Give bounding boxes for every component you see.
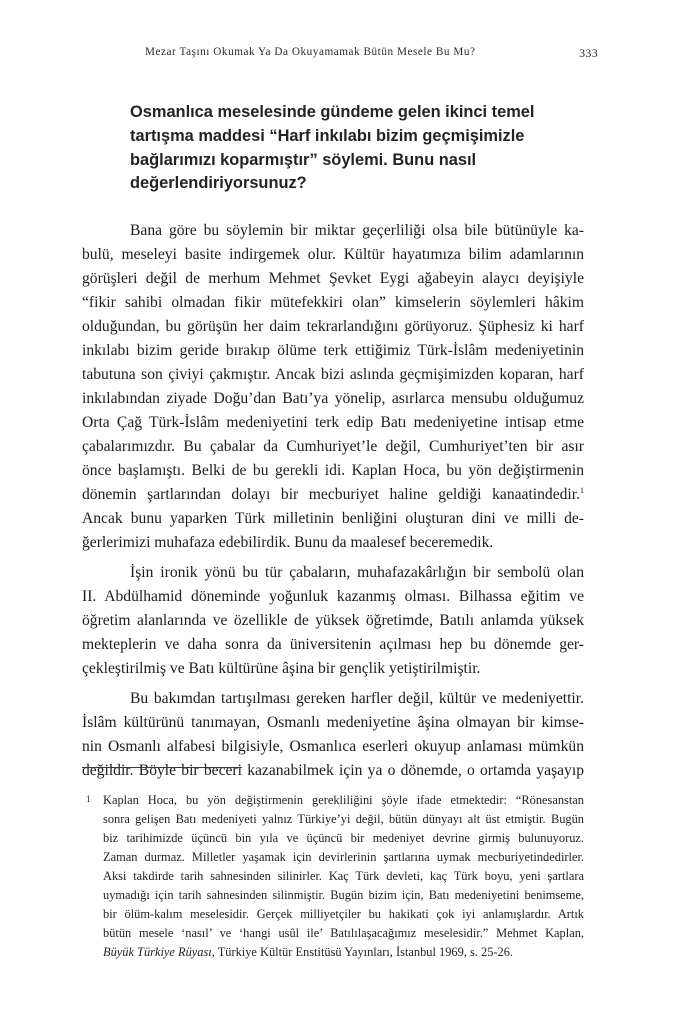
body-line: İslâm kültürünü tanımayan, Osmanlı medeniyetine âşina olmayan bir kimse- bbox=[82, 714, 584, 731]
body-line: olduğundan, bu görüşün her daim tekrarlandığını görüyoruz. Şüphesiz ki harf bbox=[82, 318, 584, 335]
body-line-with-note bbox=[82, 483, 584, 507]
citation-details: , Türkiye Kültür Enstitüsü Yayınları, İstanbul 1969, s. 25-26. bbox=[211, 945, 513, 959]
interview-question bbox=[130, 101, 550, 196]
body-line: Ancak bunu yaparken Türk milletinin benliğini oluşturan dini ve milli de- bbox=[82, 510, 584, 527]
footnote-line: bir ölüm-kalım meselesidir. Gerçek milliyetçiler bu hakikati çok iyi anlamışlardır. Artık bbox=[103, 907, 584, 921]
body-line: Orta Çağ Türk-İslâm medeniyetini terk edip Batı medeniyetine intisap etme bbox=[82, 414, 584, 431]
body-line: değildir. Böyle bir beceri kazanabilmek için ya o dönemde, o ortamda yaşayıp bbox=[82, 762, 584, 779]
running-title: Mezar Taşını Okumak Ya Da Okuyamamak Bütün Mesele Bu Mu? bbox=[145, 46, 476, 58]
body-line: öğretim alanlarında ve özellikle de yüksek öğretimde, Batılı anlamda yüksek bbox=[82, 612, 584, 629]
body-line: bulü, meseleyi basite indirgemek olur. Kültür hayatımıza bilim adamlarının bbox=[82, 246, 584, 263]
running-head bbox=[82, 46, 598, 64]
body-line: II. Abdülhamid döneminde yoğunluk kazanmış olması. Bilhassa eğitim ve bbox=[82, 588, 584, 605]
body-line: “fikir sahibi olmadan fikir mütefekkiri olan” kimselerin söylemleri hâkim bbox=[82, 294, 584, 311]
footnote-line: biz tarihimizde üçüncü bin yıla ve üçüncü bir medeniyet devrine girmiş bulunuyoruz. bbox=[103, 831, 584, 845]
body-line: İşin ironik yönü bu tür çabaların, muhafazakârlığın bir sembolü olan bbox=[130, 564, 584, 581]
question-line: tartışma maddesi “Harf inkılabı bizim geçmişimizle bbox=[130, 126, 525, 145]
question-line: bağlarımızı koparmıştır” söylemi. Bunu nasıl bbox=[130, 150, 477, 169]
footnote-line: uymadığı için tarih sahnesinden silinmiştir. Bugün bizim için, Batı medeniyetini benimseme, bbox=[103, 888, 584, 902]
footnote-marker: 1 bbox=[86, 794, 91, 804]
footnote-citation-line bbox=[103, 943, 584, 962]
footnote-divider bbox=[82, 767, 242, 768]
book-title: Büyük Türkiye Rüyası bbox=[103, 945, 212, 959]
question-line: değerlendiriyorsunuz? bbox=[130, 174, 307, 193]
footnote-line: sonra gelişen Batı medeniyeti yalnız Türkiye’yi değil, bütün dünyayı alt üst etmiştir. Bugün bbox=[103, 812, 584, 826]
footnote-line: bütün mesele ‘nasıl’ ve ‘hangi usûl ile’ Batılılaşacağımız meselesidir.” Mehmet Kaplan, bbox=[103, 926, 584, 940]
body-line: çabalarımızdır. Bu çabalar da Cumhuriyet’le değil, Cumhuriyet’ten bir asır bbox=[82, 438, 584, 455]
page-number: 333 bbox=[579, 46, 598, 60]
body-line: Bu bakımdan tartışılması gereken harfler değil, kültür ve medeniyettir. bbox=[130, 690, 584, 707]
body-line: tabutuna son çiviyi çakmıştır. Ancak bizi aslında geçmişimizden koparan, harf bbox=[82, 366, 584, 383]
body-line: inkılabı bizim geride bırakıp ölüme terk ettiğimiz Türk-İslâm medeniyetinin bbox=[82, 342, 584, 359]
body-line: ğerlerimizi muhafaza edebilirdik. Bunu da maalesef beceremedik. bbox=[82, 534, 494, 551]
footnote-line: Kaplan Hoca, bu yön değiştirmenin gerekliliğini şöyle ifade etmektedir: “Rönesanstan bbox=[103, 793, 584, 807]
body-line: mekteplerin ve daha sonra da üniversitenin açılması hep bu dönemde ger- bbox=[82, 636, 584, 653]
body-line: önce başlamıştı. Belki de bu gerekli idi. Kaplan Hoca, bu yön değiştirmenin bbox=[82, 462, 584, 479]
footnote-reference[interactable]: 1 bbox=[580, 486, 584, 495]
body-line: nin Osmanlı alfabesi bilgisiyle, Osmanlıca eserleri okuyup anlaması mümkün bbox=[82, 738, 584, 755]
body-line-text: dönemin şartlarından dolayı bir mecburiyet haline geldiği kanaatindedir. bbox=[82, 486, 580, 503]
body-line: görüşleri değil de merhum Mehmet Şevket Eygi ağabeyin alaycı deyişiyle bbox=[82, 270, 584, 287]
footnote-line: Aksi takdirde tarih sahnesinden silinirler. Kaç Türk devleti, kaç Türk boyu, yeni şartlara bbox=[103, 869, 584, 883]
body-line: inkılabından ziyade Doğu’dan Batı’ya yönelip, asırlarca mensubu olduğumuz bbox=[82, 390, 584, 407]
body-line: çekleştirilmiş ve Batı kültürüne âşina bir gençlik yetiştirilmiştir. bbox=[82, 660, 481, 677]
body-line: Bana göre bu söylemin bir miktar geçerliliği olsa bile bütünüyle ka- bbox=[130, 222, 584, 239]
footnote-line: Zaman durmaz. Milletler yaşamak için devirlerinin şartlarına uymak mecburiyetindedirler. bbox=[103, 850, 584, 864]
question-line: Osmanlıca meselesinde gündeme gelen ikinci temel bbox=[130, 103, 535, 121]
